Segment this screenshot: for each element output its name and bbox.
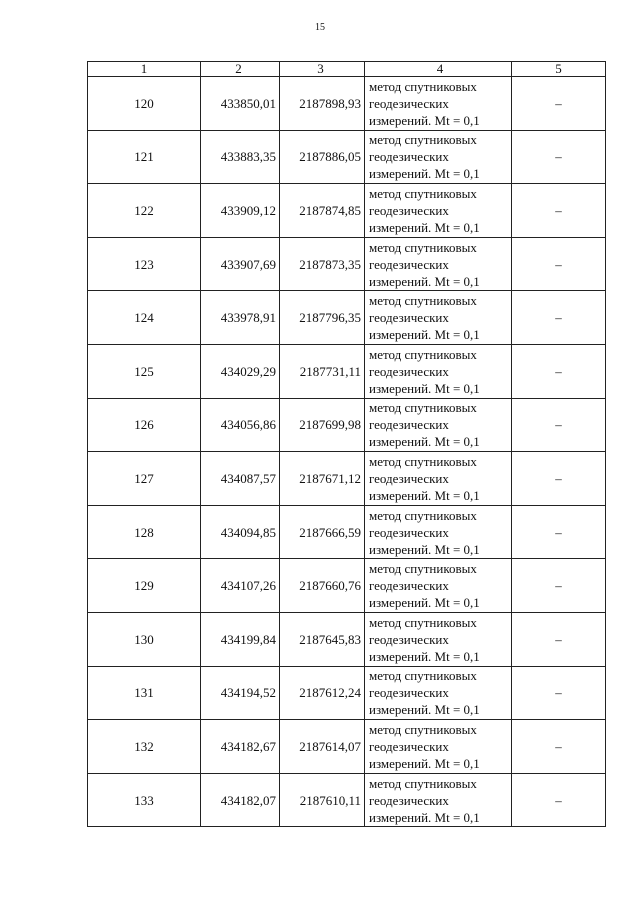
method-text-line: измерений. Mt = 0,1: [369, 648, 480, 664]
method-text-line: геодезических: [369, 363, 449, 379]
method-text-line: измерений. Mt = 0,1: [369, 595, 480, 611]
method-text-line: геодезических: [369, 470, 449, 486]
method-text-line: геодезических: [369, 95, 449, 111]
method-text-line: измерений. Mt = 0,1: [369, 273, 480, 289]
x-coordinate-cell: 434199,84: [201, 612, 280, 666]
method-text-line: измерений. Mt = 0,1: [369, 112, 480, 128]
table-row: [88, 77, 606, 131]
method-text-line: метод спутниковых: [369, 78, 477, 94]
x-coordinate-cell: 434087,57: [201, 452, 280, 506]
method-text-line: геодезических: [369, 310, 449, 326]
coordinates-table: [87, 61, 606, 827]
method-text-line: геодезических: [369, 685, 449, 701]
point-number-cell: 132: [88, 720, 201, 774]
method-text-line: геодезических: [369, 631, 449, 647]
method-text-line: геодезических: [369, 202, 449, 218]
table-row: [88, 559, 606, 613]
point-number-cell: 120: [88, 77, 201, 131]
method-text-line: метод спутниковых: [369, 239, 477, 255]
note-cell: –: [512, 559, 606, 613]
x-coordinate-cell: 433907,69: [201, 237, 280, 291]
x-coordinate-cell: 434056,86: [201, 398, 280, 452]
note-cell: –: [512, 612, 606, 666]
y-coordinate-cell: 2187886,05: [280, 130, 365, 184]
note-cell: –: [512, 130, 606, 184]
method-cell: [365, 505, 512, 559]
method-text-line: измерений. Mt = 0,1: [369, 755, 480, 771]
header-cell-2: 2: [201, 62, 280, 77]
y-coordinate-cell: 2187610,11: [280, 773, 365, 827]
note-cell: –: [512, 773, 606, 827]
table-row: [88, 773, 606, 827]
method-text-line: геодезических: [369, 524, 449, 540]
method-text-line: геодезических: [369, 738, 449, 754]
note-cell: –: [512, 237, 606, 291]
header-cell-5: 5: [512, 62, 606, 77]
method-cell: [365, 77, 512, 131]
method-cell: [365, 291, 512, 345]
method-text-line: метод спутниковых: [369, 561, 477, 577]
y-coordinate-cell: 2187699,98: [280, 398, 365, 452]
method-text-line: геодезических: [369, 417, 449, 433]
method-text-line: метод спутниковых: [369, 132, 477, 148]
method-cell: [365, 398, 512, 452]
method-text-line: геодезических: [369, 149, 449, 165]
method-text-line: метод спутниковых: [369, 668, 477, 684]
method-text-line: измерений. Mt = 0,1: [369, 327, 480, 343]
table-row: [88, 452, 606, 506]
table-header-row: [88, 62, 606, 77]
point-number-cell: 130: [88, 612, 201, 666]
y-coordinate-cell: 2187671,12: [280, 452, 365, 506]
method-text-line: измерений. Mt = 0,1: [369, 487, 480, 503]
y-coordinate-cell: 2187731,11: [280, 344, 365, 398]
method-text-line: метод спутниковых: [369, 614, 477, 630]
point-number-cell: 133: [88, 773, 201, 827]
y-coordinate-cell: 2187612,24: [280, 666, 365, 720]
method-text-line: измерений. Mt = 0,1: [369, 219, 480, 235]
method-text-line: метод спутниковых: [369, 453, 477, 469]
note-cell: –: [512, 344, 606, 398]
note-cell: –: [512, 720, 606, 774]
header-cell-1: 1: [88, 62, 201, 77]
method-text-line: метод спутниковых: [369, 346, 477, 362]
point-number-cell: 127: [88, 452, 201, 506]
method-text-line: измерений. Mt = 0,1: [369, 541, 480, 557]
y-coordinate-cell: 2187614,07: [280, 720, 365, 774]
note-cell: –: [512, 291, 606, 345]
table-row: [88, 612, 606, 666]
x-coordinate-cell: 433978,91: [201, 291, 280, 345]
point-number-cell: 128: [88, 505, 201, 559]
x-coordinate-cell: 434094,85: [201, 505, 280, 559]
header-cell-4: 4: [365, 62, 512, 77]
point-number-cell: 131: [88, 666, 201, 720]
x-coordinate-cell: 434194,52: [201, 666, 280, 720]
note-cell: –: [512, 505, 606, 559]
method-text-line: измерений. Mt = 0,1: [369, 380, 480, 396]
method-cell: [365, 720, 512, 774]
note-cell: –: [512, 398, 606, 452]
method-text-line: метод спутниковых: [369, 507, 477, 523]
method-text-line: измерений. Mt = 0,1: [369, 434, 480, 450]
method-text-line: измерений. Mt = 0,1: [369, 166, 480, 182]
table-row: [88, 720, 606, 774]
point-number-cell: 123: [88, 237, 201, 291]
method-text-line: метод спутниковых: [369, 400, 477, 416]
note-cell: –: [512, 666, 606, 720]
note-cell: –: [512, 452, 606, 506]
table-row: [88, 398, 606, 452]
y-coordinate-cell: 2187645,83: [280, 612, 365, 666]
point-number-cell: 129: [88, 559, 201, 613]
y-coordinate-cell: 2187666,59: [280, 505, 365, 559]
x-coordinate-cell: 434107,26: [201, 559, 280, 613]
point-number-cell: 124: [88, 291, 201, 345]
method-text-line: геодезических: [369, 256, 449, 272]
y-coordinate-cell: 2187874,85: [280, 184, 365, 238]
x-coordinate-cell: 433883,35: [201, 130, 280, 184]
x-coordinate-cell: 433909,12: [201, 184, 280, 238]
note-cell: –: [512, 184, 606, 238]
method-cell: [365, 344, 512, 398]
method-text-line: метод спутниковых: [369, 293, 477, 309]
method-text-line: геодезических: [369, 792, 449, 808]
method-text-line: метод спутниковых: [369, 775, 477, 791]
y-coordinate-cell: 2187898,93: [280, 77, 365, 131]
method-cell: [365, 666, 512, 720]
point-number-cell: 122: [88, 184, 201, 238]
method-text-line: геодезических: [369, 578, 449, 594]
point-number-cell: 121: [88, 130, 201, 184]
method-text-line: метод спутниковых: [369, 185, 477, 201]
method-cell: [365, 773, 512, 827]
method-cell: [365, 184, 512, 238]
page-number: 15: [315, 22, 325, 33]
x-coordinate-cell: 434029,29: [201, 344, 280, 398]
method-cell: [365, 237, 512, 291]
x-coordinate-cell: 434182,67: [201, 720, 280, 774]
table-row: [88, 666, 606, 720]
table-row: [88, 130, 606, 184]
point-number-cell: 126: [88, 398, 201, 452]
method-text-line: измерений. Mt = 0,1: [369, 702, 480, 718]
table-row: [88, 505, 606, 559]
method-cell: [365, 130, 512, 184]
header-cell-3: 3: [280, 62, 365, 77]
table-row: [88, 344, 606, 398]
y-coordinate-cell: 2187796,35: [280, 291, 365, 345]
method-text-line: измерений. Mt = 0,1: [369, 809, 480, 825]
note-cell: –: [512, 77, 606, 131]
table-row: [88, 291, 606, 345]
method-cell: [365, 559, 512, 613]
point-number-cell: 125: [88, 344, 201, 398]
method-cell: [365, 452, 512, 506]
x-coordinate-cell: 434182,07: [201, 773, 280, 827]
method-cell: [365, 612, 512, 666]
table-row: [88, 184, 606, 238]
method-text-line: метод спутниковых: [369, 721, 477, 737]
table-row: [88, 237, 606, 291]
coordinates-table-body: [88, 62, 606, 827]
x-coordinate-cell: 433850,01: [201, 77, 280, 131]
y-coordinate-cell: 2187873,35: [280, 237, 365, 291]
y-coordinate-cell: 2187660,76: [280, 559, 365, 613]
